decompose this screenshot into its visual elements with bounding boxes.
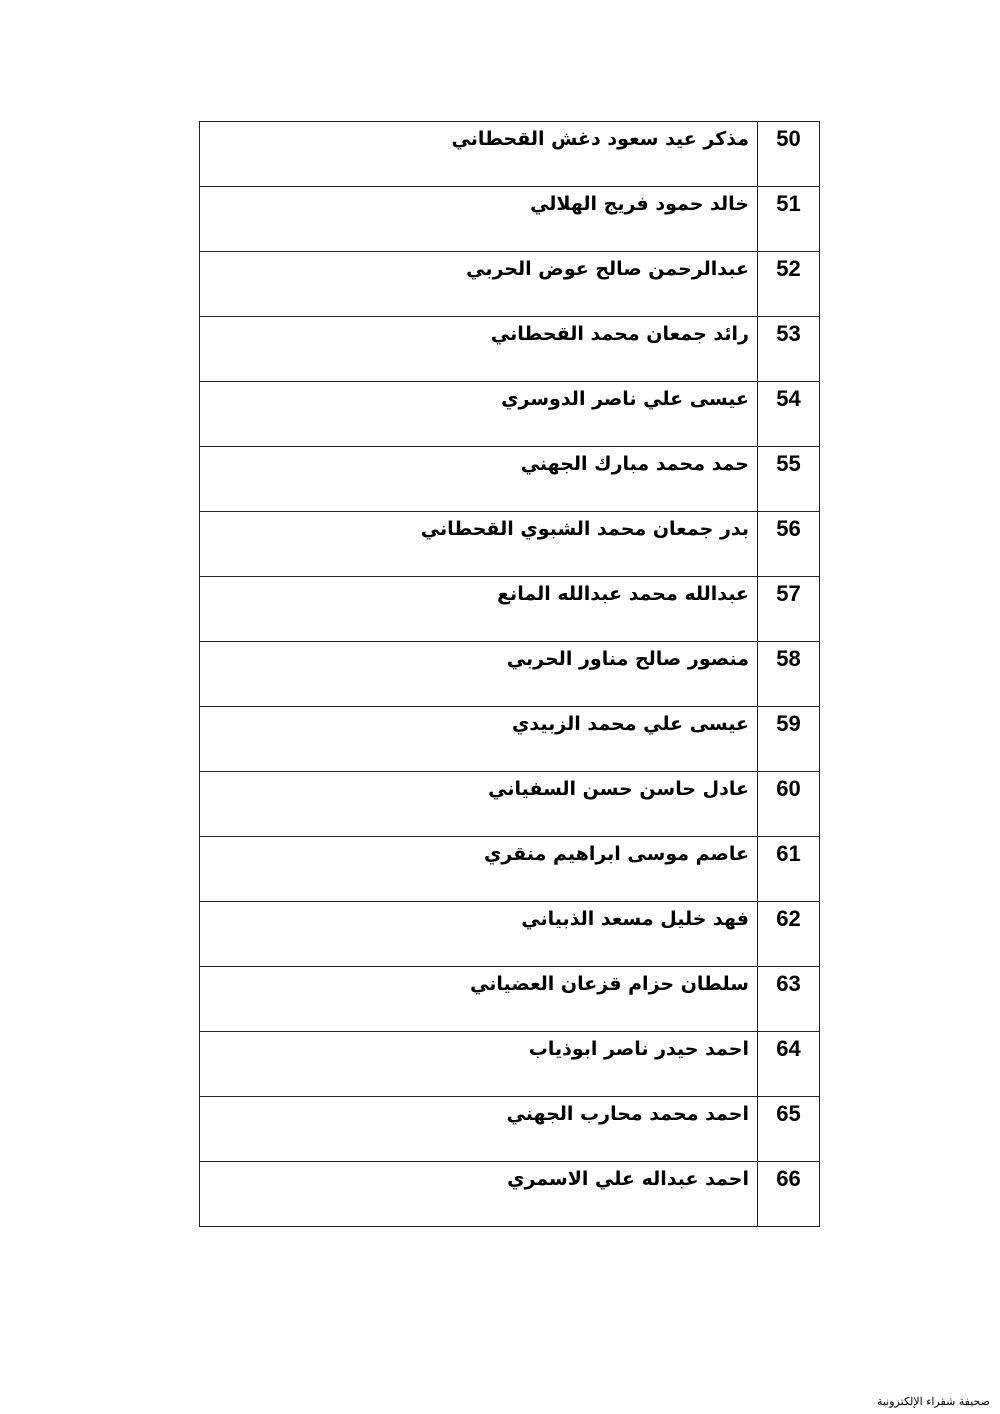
table-row: [200, 642, 820, 707]
names-table-body: [200, 122, 820, 1227]
row-name: عبدالله محمد عبدالله المانع: [200, 577, 758, 642]
table-row: [200, 967, 820, 1032]
row-name: فهد خليل مسعد الذبياني: [200, 902, 758, 967]
table-row: [200, 317, 820, 382]
row-number: 54: [758, 382, 820, 447]
names-table: [199, 121, 820, 1227]
row-number: 56: [758, 512, 820, 577]
row-name: رائد جمعان محمد القحطاني: [200, 317, 758, 382]
row-number: 59: [758, 707, 820, 772]
row-number: 63: [758, 967, 820, 1032]
table-row: [200, 252, 820, 317]
row-name: خالد حمود فريج الهلالي: [200, 187, 758, 252]
table-row: [200, 382, 820, 447]
row-number: 52: [758, 252, 820, 317]
table-row: [200, 902, 820, 967]
newspaper-watermark: صحيفة شقراء الإلكترونية: [876, 1395, 990, 1408]
table-row: [200, 577, 820, 642]
row-number: 50: [758, 122, 820, 187]
row-name: عاصم موسى ابراهيم منقري: [200, 837, 758, 902]
row-number: 65: [758, 1097, 820, 1162]
table-row: [200, 447, 820, 512]
table-row: [200, 837, 820, 902]
row-number: 62: [758, 902, 820, 967]
row-number: 60: [758, 772, 820, 837]
table-row: [200, 122, 820, 187]
row-name: احمد حيدر ناصر ابوذياب: [200, 1032, 758, 1097]
table-row: [200, 772, 820, 837]
row-number: 66: [758, 1162, 820, 1227]
row-number: 55: [758, 447, 820, 512]
row-name: احمد عبداله علي الاسمري: [200, 1162, 758, 1227]
row-name: عادل حاسن حسن السفياني: [200, 772, 758, 837]
row-number: 53: [758, 317, 820, 382]
row-name: عيسى علي محمد الزبيدي: [200, 707, 758, 772]
table-row: [200, 707, 820, 772]
row-name: مذكر عيد سعود دغش القحطاني: [200, 122, 758, 187]
row-name: منصور صالح مناور الحربي: [200, 642, 758, 707]
row-name: عبدالرحمن صالح عوض الحربي: [200, 252, 758, 317]
row-name: عيسى علي ناصر الدوسري: [200, 382, 758, 447]
row-name: سلطان حزام قزعان العضياني: [200, 967, 758, 1032]
row-number: 61: [758, 837, 820, 902]
table-row: [200, 1032, 820, 1097]
row-number: 58: [758, 642, 820, 707]
row-number: 64: [758, 1032, 820, 1097]
table-row: [200, 512, 820, 577]
row-name: احمد محمد محارب الجهني: [200, 1097, 758, 1162]
row-name: بدر جمعان محمد الشبوي القحطاني: [200, 512, 758, 577]
row-number: 51: [758, 187, 820, 252]
table-row: [200, 1162, 820, 1227]
table-row: [200, 1097, 820, 1162]
row-name: حمد محمد مبارك الجهني: [200, 447, 758, 512]
row-number: 57: [758, 577, 820, 642]
table-row: [200, 187, 820, 252]
